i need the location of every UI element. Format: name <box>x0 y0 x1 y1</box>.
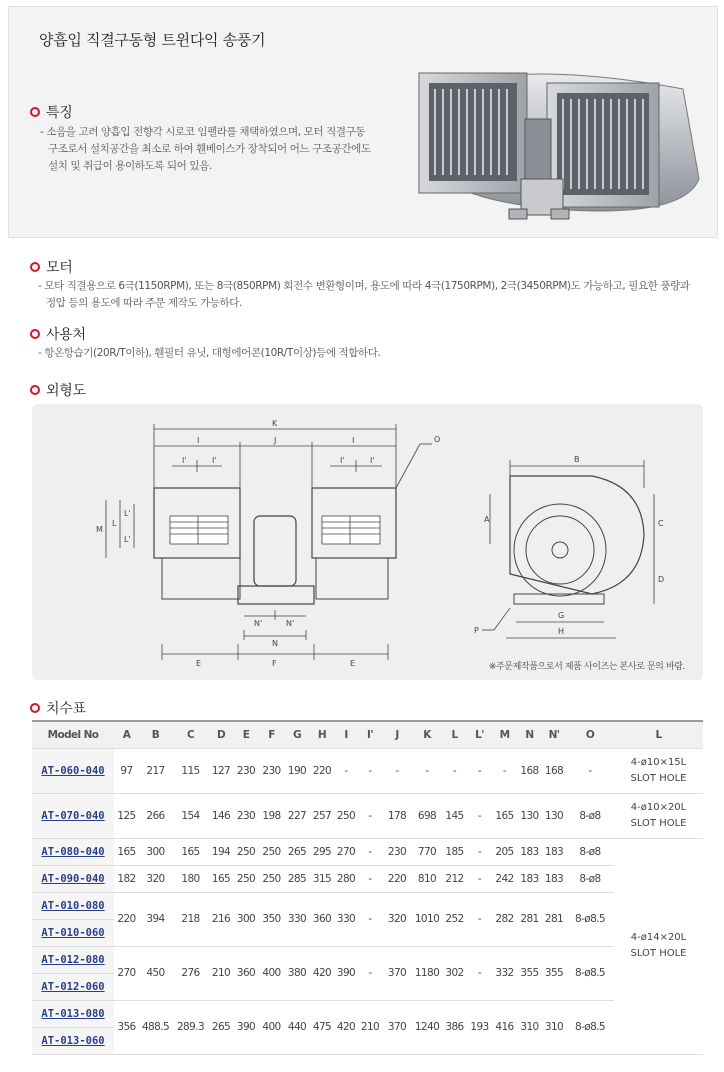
table-cell: 190 <box>284 748 310 793</box>
table-cell: 300 <box>233 892 259 946</box>
table-cell: 266 <box>139 793 172 838</box>
table-cell: 217 <box>139 748 172 793</box>
column-header: Model No <box>32 721 114 748</box>
dim-label-l: L <box>112 519 117 528</box>
outline-heading: 외형도 <box>30 380 86 400</box>
table-cell: - <box>358 892 382 946</box>
table-cell: 1010 <box>412 892 442 946</box>
table-cell: 145 <box>442 793 467 838</box>
dim-label-p: P <box>474 626 479 635</box>
table-cell: 810 <box>412 865 442 892</box>
table-cell: 282 <box>492 892 517 946</box>
table-cell: 130 <box>542 793 566 838</box>
table-cell: 198 <box>259 793 284 838</box>
table-cell: 216 <box>209 892 233 946</box>
table-cell: 8-ø8.5 <box>566 946 614 1000</box>
table-cell: 183 <box>542 838 566 865</box>
table-cell: 390 <box>334 946 358 1000</box>
table-cell: - <box>467 793 492 838</box>
table-cell: - <box>358 748 382 793</box>
table-cell: 1240 <box>412 1000 442 1054</box>
table-cell: 420 <box>310 946 334 1000</box>
table-cell: 183 <box>517 865 542 892</box>
column-header: I' <box>358 721 382 748</box>
column-header: O <box>566 721 614 748</box>
table-row <box>32 838 703 865</box>
circle-bullet-icon <box>30 329 40 339</box>
outline-drawing <box>32 404 703 680</box>
table-cell: 220 <box>382 865 412 892</box>
table-cell: 165 <box>209 865 233 892</box>
table-cell: 360 <box>310 892 334 946</box>
dim-label-b: B <box>574 455 580 464</box>
table-cell: 420 <box>334 1000 358 1054</box>
table-cell: 265 <box>284 838 310 865</box>
table-cell: 97 <box>114 748 139 793</box>
table-row <box>32 793 703 838</box>
table-cell: 180 <box>172 865 209 892</box>
table-cell: 380 <box>284 946 310 1000</box>
table-cell: 350 <box>259 892 284 946</box>
circle-bullet-icon <box>30 107 40 117</box>
blower-product-image <box>413 59 705 231</box>
table-cell: 8-ø8 <box>566 838 614 865</box>
table-cell: 370 <box>382 1000 412 1054</box>
slot-hole-text: SLOT HOLE <box>630 817 687 829</box>
table-cell: 212 <box>442 865 467 892</box>
dim-label-e-left: E <box>196 659 202 668</box>
dim-label-d: D <box>658 575 665 584</box>
table-cell: 257 <box>310 793 334 838</box>
model-no-link[interactable]: AT-012-060 <box>32 973 114 1000</box>
table-cell: 168 <box>517 748 542 793</box>
table-cell: 205 <box>492 838 517 865</box>
table-cell: 302 <box>442 946 467 1000</box>
table-cell: 276 <box>172 946 209 1000</box>
table-cell: 194 <box>209 838 233 865</box>
table-cell: 230 <box>233 793 259 838</box>
table-cell: 390 <box>233 1000 259 1054</box>
table-cell: - <box>358 946 382 1000</box>
table-cell: 281 <box>542 892 566 946</box>
column-header: H <box>310 721 334 748</box>
table-cell: - <box>467 748 492 793</box>
table-cell: 250 <box>233 865 259 892</box>
model-no-link[interactable]: AT-013-080 <box>32 1000 114 1027</box>
table-cell: 356 <box>114 1000 139 1054</box>
circle-bullet-icon <box>30 703 40 713</box>
column-header: M <box>492 721 517 748</box>
dim-label-i-prime-3: I' <box>340 456 345 465</box>
column-header: N' <box>542 721 566 748</box>
table-row <box>32 946 703 973</box>
table-cell: 8-ø8 <box>566 865 614 892</box>
model-no-link[interactable]: AT-080-040 <box>32 838 114 865</box>
table-cell: 154 <box>172 793 209 838</box>
table-cell: - <box>412 748 442 793</box>
slot-hole-text: SLOT HOLE <box>630 948 687 959</box>
table-cell: 394 <box>139 892 172 946</box>
table-cell: 450 <box>139 946 172 1000</box>
table-cell: 8-ø8 <box>566 793 614 838</box>
model-no-link[interactable]: AT-090-040 <box>32 865 114 892</box>
column-header: N <box>517 721 542 748</box>
features-heading: 특징 <box>30 102 72 122</box>
column-header: D <box>209 721 233 748</box>
table-cell: 270 <box>334 838 358 865</box>
table-cell: - <box>358 793 382 838</box>
dim-label-i: I <box>197 436 200 445</box>
table-cell: 230 <box>233 748 259 793</box>
slot-hole-text: 4-ø10×15L <box>630 756 687 768</box>
table-cell: - <box>382 748 412 793</box>
table-cell: - <box>566 748 614 793</box>
table-cell: - <box>442 748 467 793</box>
column-header: L' <box>467 721 492 748</box>
table-cell: 355 <box>542 946 566 1000</box>
column-header: F <box>259 721 284 748</box>
model-no-link[interactable]: AT-070-040 <box>32 793 114 838</box>
table-row <box>32 1000 703 1027</box>
table-cell: 320 <box>139 865 172 892</box>
dimensions-heading: 치수표 <box>30 698 86 718</box>
table-cell: 475 <box>310 1000 334 1054</box>
motor-text: - 모타 직결용으로 6극(1150RPM), 또는 8극(850RPM) 회전수 변환형이며, 용도에 따라 4극(1750RPM), 2극(3450RPM)도 가능하고, 필요한 풍량과 정압 등의 용도에 따라 주문 제작도 가능하다. <box>38 280 690 309</box>
table-cell: 125 <box>114 793 139 838</box>
table-cell: 770 <box>412 838 442 865</box>
table-cell: 8-ø8.5 <box>566 892 614 946</box>
dim-label-a: A <box>484 515 490 524</box>
column-header: L <box>442 721 467 748</box>
column-header: K <box>412 721 442 748</box>
page-title: 양흡입 직결구동형 트윈다익 송풍기 <box>39 31 266 49</box>
column-header: A <box>114 721 139 748</box>
table-cell: 488.5 <box>139 1000 172 1054</box>
table-cell: 416 <box>492 1000 517 1054</box>
table-cell: 165 <box>114 838 139 865</box>
table-cell: 178 <box>382 793 412 838</box>
table-cell: 252 <box>442 892 467 946</box>
usage-text: - 항온항습기(20R/T이하), 휀필터 유닛, 대형에어콘(10R/T이상)등에 적합하다. <box>38 347 381 359</box>
dim-label-n-prime-2: N' <box>286 619 295 628</box>
model-no-link[interactable]: AT-012-080 <box>32 946 114 973</box>
model-no-link[interactable]: AT-013-060 <box>32 1027 114 1054</box>
dim-label-i-prime-2: I' <box>212 456 217 465</box>
table-cell: 310 <box>542 1000 566 1054</box>
table-cell: 230 <box>259 748 284 793</box>
column-header: E <box>233 721 259 748</box>
dimension-table <box>32 720 703 1055</box>
hero-panel <box>8 6 718 238</box>
table-cell: 330 <box>284 892 310 946</box>
table-cell: 281 <box>517 892 542 946</box>
table-cell: 130 <box>517 793 542 838</box>
table-cell: 1180 <box>412 946 442 1000</box>
table-cell: 360 <box>233 946 259 1000</box>
table-cell: 146 <box>209 793 233 838</box>
table-cell: 220 <box>114 892 139 946</box>
motor-heading: 모터 <box>30 257 72 277</box>
table-cell: - <box>334 748 358 793</box>
table-cell: 400 <box>259 1000 284 1054</box>
table-cell: 250 <box>259 865 284 892</box>
table-cell: 330 <box>334 892 358 946</box>
table-cell: 242 <box>492 865 517 892</box>
table-cell: 440 <box>284 1000 310 1054</box>
table-cell: 295 <box>310 838 334 865</box>
slot-hole-cell <box>614 793 703 838</box>
table-row <box>32 748 703 793</box>
circle-bullet-icon <box>30 385 40 395</box>
table-cell: 230 <box>382 838 412 865</box>
dim-label-m: M <box>96 525 103 534</box>
features-text: - 소음을 고려 양흡입 전향각 시로코 임펠라를 채택하였으며, 모터 직결구동 구조로서 설치공간을 최소로 하여 휀베이스가 장착되어 어느 구조공간에도 설치 및 취급이 용이하도록 되어 있음. <box>40 126 371 172</box>
table-cell: 315 <box>310 865 334 892</box>
table-cell: 165 <box>172 838 209 865</box>
dim-label-i-prime-1: I' <box>182 456 187 465</box>
dim-label-n-prime-1: N' <box>254 619 263 628</box>
slot-hole-text: 4-ø10×20L <box>630 801 687 813</box>
table-cell: 320 <box>382 892 412 946</box>
model-no-link[interactable]: AT-010-080 <box>32 892 114 919</box>
dim-label-k: K <box>272 419 278 428</box>
slot-hole-text: 4-ø14×20L <box>630 932 687 943</box>
dim-label-o: O <box>434 435 441 444</box>
table-cell: 183 <box>542 865 566 892</box>
table-cell: 250 <box>233 838 259 865</box>
table-cell: 698 <box>412 793 442 838</box>
table-cell: 400 <box>259 946 284 1000</box>
table-cell: - <box>467 946 492 1000</box>
table-cell: 310 <box>517 1000 542 1054</box>
table-cell: 168 <box>542 748 566 793</box>
table-cell: - <box>467 892 492 946</box>
table-cell: 210 <box>209 946 233 1000</box>
table-cell: 386 <box>442 1000 467 1054</box>
table-cell: 8-ø8.5 <box>566 1000 614 1054</box>
dim-label-l-prime-1: L' <box>124 509 131 518</box>
slot-hole-cell <box>614 838 703 1054</box>
table-header-row <box>32 721 703 748</box>
dim-label-f: F <box>272 659 277 668</box>
table-cell: 127 <box>209 748 233 793</box>
table-cell: 210 <box>358 1000 382 1054</box>
model-no-link[interactable]: AT-010-060 <box>32 919 114 946</box>
usage-heading: 사용처 <box>30 324 86 344</box>
table-cell: 165 <box>492 793 517 838</box>
slot-hole-cell <box>614 748 703 793</box>
column-header: B <box>139 721 172 748</box>
table-cell: 265 <box>209 1000 233 1054</box>
table-cell: 193 <box>467 1000 492 1054</box>
table-cell: 332 <box>492 946 517 1000</box>
model-no-link[interactable]: AT-060-040 <box>32 748 114 793</box>
table-cell: - <box>492 748 517 793</box>
column-header: C <box>172 721 209 748</box>
table-row <box>32 892 703 919</box>
table-cell: 250 <box>259 838 284 865</box>
table-row <box>32 865 703 892</box>
column-header: J <box>382 721 412 748</box>
table-cell: 285 <box>284 865 310 892</box>
dim-label-g: G <box>558 611 565 620</box>
dim-label-c: C <box>658 519 664 528</box>
dim-label-n: N <box>272 639 278 648</box>
column-header: G <box>284 721 310 748</box>
outline-drawing-svg <box>32 404 703 680</box>
table-cell: 270 <box>114 946 139 1000</box>
table-cell: 280 <box>334 865 358 892</box>
table-cell: 182 <box>114 865 139 892</box>
table-cell: 227 <box>284 793 310 838</box>
dim-label-j: J <box>274 436 277 445</box>
table-cell: - <box>358 865 382 892</box>
custom-order-note: ※주문제작품으로서 제품 사이즈는 본사로 문의 바람. <box>488 662 685 672</box>
dim-label-h: H <box>558 627 565 636</box>
table-cell: - <box>358 838 382 865</box>
dim-label-e-right: E <box>350 659 356 668</box>
table-cell: - <box>467 838 492 865</box>
table-cell: 289.3 <box>172 1000 209 1054</box>
dim-label-i-right: I <box>352 436 355 445</box>
dim-label-l-prime-2: L' <box>124 535 131 544</box>
table-cell: 115 <box>172 748 209 793</box>
table-cell: 185 <box>442 838 467 865</box>
circle-bullet-icon <box>30 262 40 272</box>
table-cell: 218 <box>172 892 209 946</box>
dim-label-i-prime-4: I' <box>370 456 375 465</box>
table-cell: - <box>467 865 492 892</box>
column-header: I <box>334 721 358 748</box>
table-cell: 355 <box>517 946 542 1000</box>
table-cell: 183 <box>517 838 542 865</box>
table-cell: 250 <box>334 793 358 838</box>
slot-hole-text: SLOT HOLE <box>630 772 687 784</box>
table-cell: 220 <box>310 748 334 793</box>
table-cell: 370 <box>382 946 412 1000</box>
table-cell: 300 <box>139 838 172 865</box>
column-header: L <box>614 721 703 748</box>
